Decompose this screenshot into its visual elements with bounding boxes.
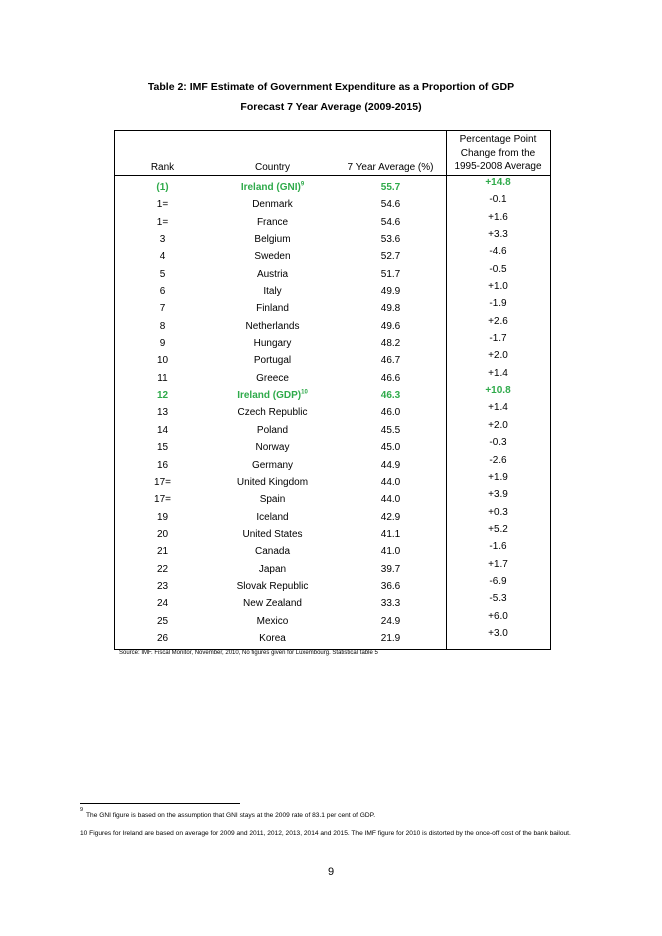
- cell-average: 54.6: [380, 216, 401, 228]
- table-row: [115, 456, 550, 473]
- table-row: [115, 195, 550, 212]
- cell-country-name: Norway: [255, 442, 290, 454]
- cell-country-name: Slovak Republic: [236, 580, 309, 592]
- cell-rank: 4: [159, 251, 166, 263]
- cell-country-name: Finland: [256, 303, 289, 315]
- table-row: [115, 317, 550, 334]
- cell-rank: 20: [156, 528, 169, 540]
- table-row: [115, 421, 550, 438]
- cell-change: -5.3: [489, 593, 507, 605]
- cell-country: [210, 494, 335, 505]
- cell-change: -2.6: [489, 454, 507, 466]
- cell-average: 44.9: [380, 459, 401, 471]
- table-row: [115, 525, 550, 542]
- cell-country-name: France: [256, 216, 289, 228]
- cell-change: +10.8: [485, 385, 511, 397]
- table-row: [115, 594, 550, 611]
- cell-change: +3.9: [488, 489, 508, 501]
- cell-average: 44.0: [380, 494, 401, 506]
- table-row: [115, 403, 550, 420]
- cell-country-name: Germany: [251, 459, 294, 471]
- cell-average: 36.6: [380, 580, 401, 592]
- cell-country: [210, 546, 335, 557]
- table-title: Table 2: IMF Estimate of Government Expenditure as a Proportion of GDP: [147, 81, 515, 93]
- header-change-line2: Change from the: [460, 147, 536, 159]
- cell-country: [210, 355, 335, 366]
- page-number: 9: [327, 866, 335, 878]
- cell-country: [210, 460, 335, 471]
- header-rank: Rank: [150, 162, 175, 173]
- table-row: [115, 577, 550, 594]
- cell-change: +1.0: [488, 281, 508, 293]
- table-row: [115, 351, 550, 368]
- cell-change: +1.4: [488, 402, 508, 414]
- cell-rank: 22: [156, 563, 169, 575]
- cell-country: [210, 251, 335, 262]
- table-row: [115, 213, 550, 230]
- cell-average: 49.9: [380, 286, 401, 298]
- table-subtitle: Forecast 7 Year Average (2009-2015): [240, 101, 422, 113]
- header-divider: [115, 175, 550, 176]
- cell-country-name: Spain: [259, 494, 286, 506]
- cell-country: [210, 598, 335, 609]
- cell-change: +3.3: [488, 229, 508, 241]
- cell-average: 45.5: [380, 424, 401, 436]
- cell-country-name: Czech Republic: [237, 407, 308, 419]
- cell-country-name: Ireland (GNI): [240, 182, 301, 193]
- cell-change: +0.3: [488, 506, 508, 518]
- cell-change: -0.5: [489, 263, 507, 275]
- cell-country: [210, 321, 335, 332]
- footnote-10: 10 Figures for Ireland are based on average for 2009 and 2011, 2012, 2013, 2014 and 2015. The IMF figure for 2010 is distorted by the once-off cost of the bank bailout.: [80, 830, 571, 837]
- cell-country: [210, 407, 335, 418]
- cell-rank: 13: [156, 407, 169, 419]
- cell-country-name: Greece: [256, 372, 289, 384]
- cell-country: [210, 338, 335, 349]
- cell-change: -1.9: [489, 298, 507, 310]
- cell-average: 39.7: [380, 563, 401, 575]
- cell-rank: 12: [156, 390, 169, 402]
- cell-rank: 8: [159, 320, 166, 332]
- cell-country-name: Netherlands: [245, 320, 300, 332]
- footnote-9-text: The GNI figure is based on the assumption that GNI stays at the 2009 rate of 83.1 per cent of GDP.: [86, 812, 376, 819]
- cell-change: +2.0: [488, 419, 508, 431]
- cell-rank: 26: [156, 632, 169, 644]
- header-country: Country: [254, 162, 290, 173]
- cell-rank: 5: [159, 268, 166, 280]
- cell-change: +1.4: [488, 367, 508, 379]
- table-row: [115, 490, 550, 507]
- cell-country: [210, 234, 335, 245]
- cell-country-name: Ireland (GDP): [237, 390, 302, 402]
- cell-rank: 19: [156, 511, 169, 523]
- cell-average: 24.9: [380, 615, 401, 627]
- cell-average: 46.6: [380, 372, 401, 384]
- footnote-9-number: 9: [80, 807, 84, 813]
- cell-average: 54.6: [380, 199, 401, 211]
- cell-country-name: United Kingdom: [236, 476, 309, 488]
- cell-rank: 17=: [154, 476, 171, 488]
- table-row: [115, 282, 550, 299]
- cell-average: 46.7: [380, 355, 401, 367]
- cell-country-name: Poland: [256, 424, 289, 436]
- header-change-line3: 1995-2008 Average: [454, 161, 542, 172]
- table-row: [115, 560, 550, 577]
- cell-country: [210, 425, 335, 436]
- cell-average: 41.1: [380, 528, 401, 540]
- cell-average: 51.7: [380, 268, 401, 280]
- table-row: [115, 473, 550, 490]
- table-row: [115, 230, 550, 247]
- cell-average: 41.0: [380, 546, 401, 558]
- cell-change: +2.0: [488, 350, 508, 362]
- cell-country: [210, 581, 335, 592]
- cell-rank: 1=: [156, 199, 169, 211]
- header-change: [446, 133, 550, 174]
- table-row: [115, 334, 550, 351]
- cell-average: 46.3: [380, 390, 401, 402]
- cell-change: +1.9: [488, 471, 508, 483]
- cell-average: 45.0: [380, 442, 401, 454]
- table-row: [115, 265, 550, 282]
- table-row: [115, 438, 550, 455]
- cell-country: [210, 269, 335, 280]
- table-row: [115, 247, 550, 264]
- cell-average: 21.9: [380, 632, 401, 644]
- cell-rank: 7: [159, 303, 166, 315]
- cell-change: -0.3: [489, 437, 507, 449]
- expenditure-table: [114, 130, 551, 650]
- cell-change: +2.6: [488, 315, 508, 327]
- cell-change: -1.7: [489, 333, 507, 345]
- cell-rank: 15: [156, 442, 169, 454]
- cell-average: 46.0: [380, 407, 401, 419]
- cell-country: [210, 373, 335, 384]
- cell-change: -1.6: [489, 541, 507, 553]
- cell-rank: 1=: [156, 216, 169, 228]
- cell-rank: 14: [156, 424, 169, 436]
- cell-country-name: Portugal: [253, 355, 292, 367]
- cell-country-name: Iceland: [256, 511, 289, 523]
- source-note: Source: IMF. Fiscal Monitor, November, 2010, No figures given for Luxembourg. Statistical table 5: [119, 650, 378, 656]
- cell-change: +5.2: [488, 523, 508, 535]
- cell-rank: 17=: [154, 494, 171, 506]
- cell-country: [210, 217, 335, 228]
- table-row: [115, 299, 550, 316]
- cell-country: [210, 182, 335, 193]
- cell-country-name: Belgium: [254, 234, 291, 246]
- cell-rank: 6: [159, 286, 166, 298]
- cell-country: [210, 512, 335, 523]
- cell-rank: (1): [156, 182, 169, 193]
- cell-country: [210, 529, 335, 540]
- cell-rank: 24: [156, 598, 169, 610]
- cell-country-name: Italy: [263, 286, 282, 298]
- table-row: [115, 178, 550, 195]
- cell-country-name: Denmark: [252, 199, 293, 211]
- cell-average: 44.0: [380, 476, 401, 488]
- cell-rank: 10: [156, 355, 169, 367]
- cell-average: 53.6: [380, 234, 401, 246]
- cell-rank: 21: [156, 546, 169, 558]
- cell-country-name: Austria: [256, 268, 289, 280]
- footnote-rule: [80, 803, 240, 804]
- cell-change: +14.8: [485, 177, 511, 188]
- cell-average: 55.7: [380, 182, 401, 193]
- header-average: 7 Year Average (%): [347, 162, 434, 173]
- cell-rank: 9: [159, 338, 166, 350]
- cell-country-name: Hungary: [253, 338, 292, 350]
- cell-country: [210, 303, 335, 314]
- cell-country: [210, 477, 335, 488]
- table-body: [115, 178, 550, 646]
- cell-average: 48.2: [380, 338, 401, 350]
- header-change-line1: Percentage Point: [459, 134, 537, 145]
- table-row: [115, 369, 550, 386]
- cell-country-name: New Zealand: [243, 598, 302, 610]
- footnote-marker: 10: [301, 389, 308, 396]
- cell-country: [210, 390, 335, 401]
- cell-change: +3.0: [488, 627, 508, 639]
- cell-country: [210, 199, 335, 210]
- cell-average: 52.7: [380, 251, 401, 263]
- cell-country: [210, 616, 335, 627]
- cell-rank: 16: [156, 459, 169, 471]
- cell-country: [210, 442, 335, 453]
- cell-country-name: Canada: [254, 546, 291, 558]
- cell-country: [210, 564, 335, 575]
- cell-change: -4.6: [489, 246, 507, 258]
- cell-rank: 11: [157, 372, 168, 384]
- cell-change: +1.7: [488, 558, 508, 570]
- cell-change: -0.1: [489, 194, 507, 206]
- cell-country-name: Korea: [259, 632, 286, 644]
- footnote-marker: 9: [300, 181, 305, 188]
- cell-rank: 25: [156, 615, 169, 627]
- table-row: [115, 629, 550, 646]
- cell-average: 33.3: [380, 598, 401, 610]
- table-row: [115, 508, 550, 525]
- cell-country: [210, 286, 335, 297]
- table-row: [115, 612, 550, 629]
- cell-country-name: United States: [242, 528, 303, 540]
- cell-change: -6.9: [489, 575, 507, 587]
- cell-rank: 3: [159, 234, 166, 246]
- cell-average: 49.6: [380, 320, 401, 332]
- table-row: [115, 386, 550, 403]
- table-row: [115, 542, 550, 559]
- cell-country-name: Sweden: [254, 251, 291, 263]
- cell-change: +6.0: [488, 610, 508, 622]
- cell-country-name: Japan: [258, 563, 287, 575]
- cell-average: 42.9: [380, 511, 401, 523]
- cell-average: 49.8: [380, 303, 401, 315]
- cell-country: [210, 633, 335, 644]
- cell-rank: 23: [156, 580, 169, 592]
- cell-country-name: Mexico: [256, 615, 289, 627]
- cell-change: +1.6: [488, 211, 508, 223]
